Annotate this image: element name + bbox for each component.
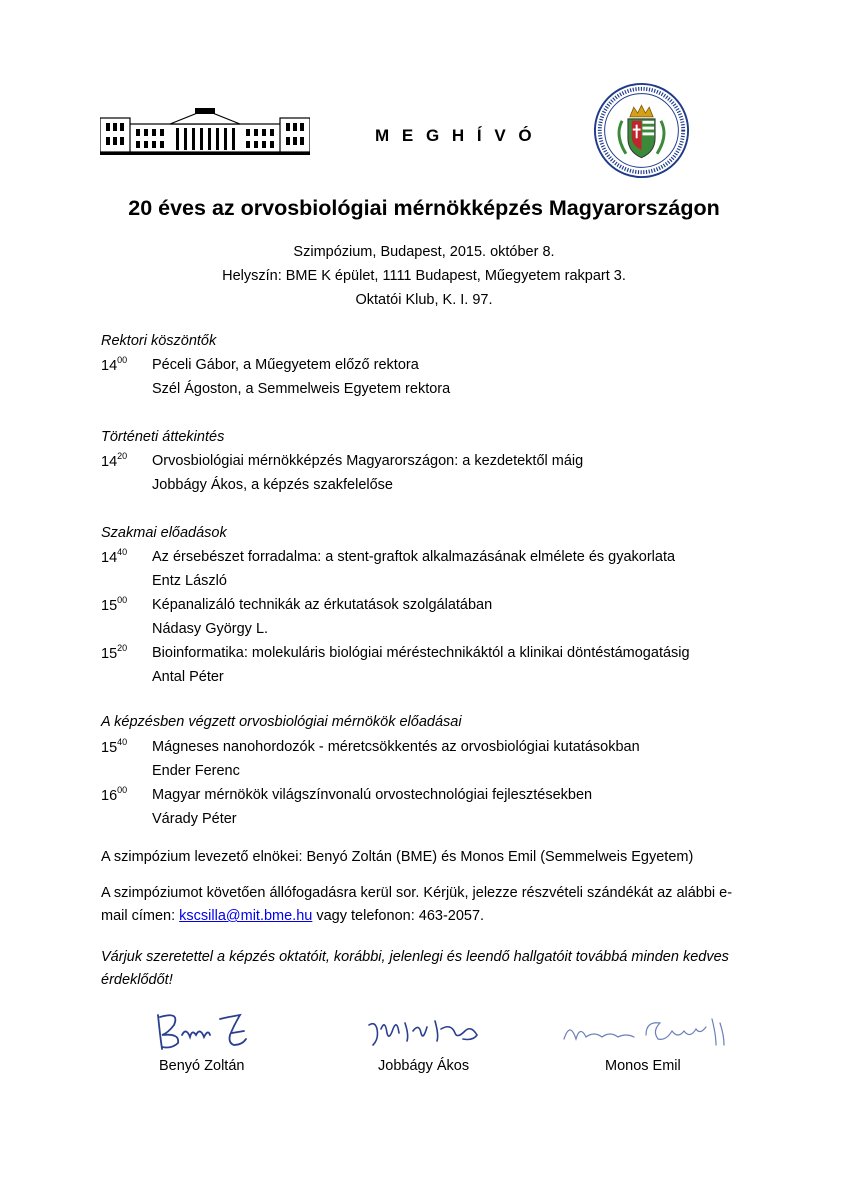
program-item: Orvosbiológiai mérnökképzés Magyarországon: a kezdetektől máig xyxy=(152,453,584,469)
program-item: Péceli Gábor, a Műegyetem előző rektora xyxy=(152,357,419,373)
reception-paragraph: A szimpóziumot követően állófogadásra kerül sor. Kérjük, jelezze részvételi szándékát az alábbi e-mail címen: kscsilla@mit.bme.hu vagy telefonon: 463-2057. xyxy=(101,885,733,924)
signature-monos-icon xyxy=(560,1005,730,1055)
bme-building-icon xyxy=(100,106,310,156)
time-slot: $14^{00}$ xyxy=(101,355,128,374)
email-link[interactable]: kscsilla@mit.bme.hu xyxy=(179,908,313,924)
program-item: Képanalizáló technikák az érkutatások szolgálatában xyxy=(152,597,493,613)
program-item: Jobbágy Ákos, a képzés szakfelelőse xyxy=(152,477,393,493)
signature-name: Jobbágy Ákos xyxy=(378,1058,470,1074)
program-item: Entz László xyxy=(152,573,227,589)
university-seal-icon xyxy=(593,82,690,179)
program-item: Szél Ágoston, a Semmelweis Egyetem rektora xyxy=(152,381,451,397)
main-title: 20 éves az orvosbiológiai mérnökképzés Magyarországon xyxy=(128,196,720,220)
venue-line: Helyszín: BME K épület, 1111 Budapest, Műegyetem rakpart 3. xyxy=(222,268,626,284)
room-line: Oktatói Klub, K. I. 97. xyxy=(355,292,493,308)
section-heading: Rektori köszöntők xyxy=(101,333,217,349)
signature-name: Monos Emil xyxy=(605,1058,681,1074)
time-slot: $14^{40}$ xyxy=(101,547,128,566)
chairs-line: A szimpózium levezető elnökei: Benyó Zoltán (BME) és Monos Emil (Semmelweis Egyetem) xyxy=(101,849,694,865)
section-heading: Szakmai előadások xyxy=(101,525,227,541)
closing-paragraph: Várjuk szeretettel a képzés oktatóit, korábbi, jelenlegi és leendő hallgatóit továbbá minden kedves érdeklődőt! xyxy=(101,949,729,988)
program-item: Magyar mérnökök világszínvonalú orvostechnológiai fejlesztésekben xyxy=(152,787,593,803)
section-heading: Történeti áttekintés xyxy=(101,429,225,445)
program-item: Ender Ferenc xyxy=(152,763,240,779)
program-item: Mágneses nanohordozók - méretcsökkentés az orvosbiológiai kutatásokban xyxy=(152,739,640,755)
event-date-line: Szimpózium, Budapest, 2015. október 8. xyxy=(293,244,555,260)
signature-jobbagy-icon xyxy=(365,1005,485,1055)
signature-name: Benyó Zoltán xyxy=(159,1058,245,1074)
time-slot: $15^{40}$ xyxy=(101,737,128,756)
program-item: Nádasy György L. xyxy=(152,621,269,637)
program-item: Bioinformatika: molekuláris biológiai méréstechnikáktól a klinikai döntéstámogatásig xyxy=(152,645,690,661)
time-slot: $15^{20}$ xyxy=(101,643,128,662)
section-heading: A képzésben végzett orvosbiológiai mérnökök előadásai xyxy=(101,714,462,730)
program-item: Antal Péter xyxy=(152,669,224,685)
time-slot: $15^{00}$ xyxy=(101,595,128,614)
time-slot: $16^{00}$ xyxy=(101,785,128,804)
program-item: Az érsebészet forradalma: a stent-graftok alkalmazásának elmélete és gyakorlata xyxy=(152,549,676,565)
time-slot: $14^{20}$ xyxy=(101,451,128,470)
signature-benyo-icon xyxy=(150,1005,260,1055)
invitation-label: M E G H Í V Ó xyxy=(375,126,536,145)
program-item: Várady Péter xyxy=(152,811,237,827)
